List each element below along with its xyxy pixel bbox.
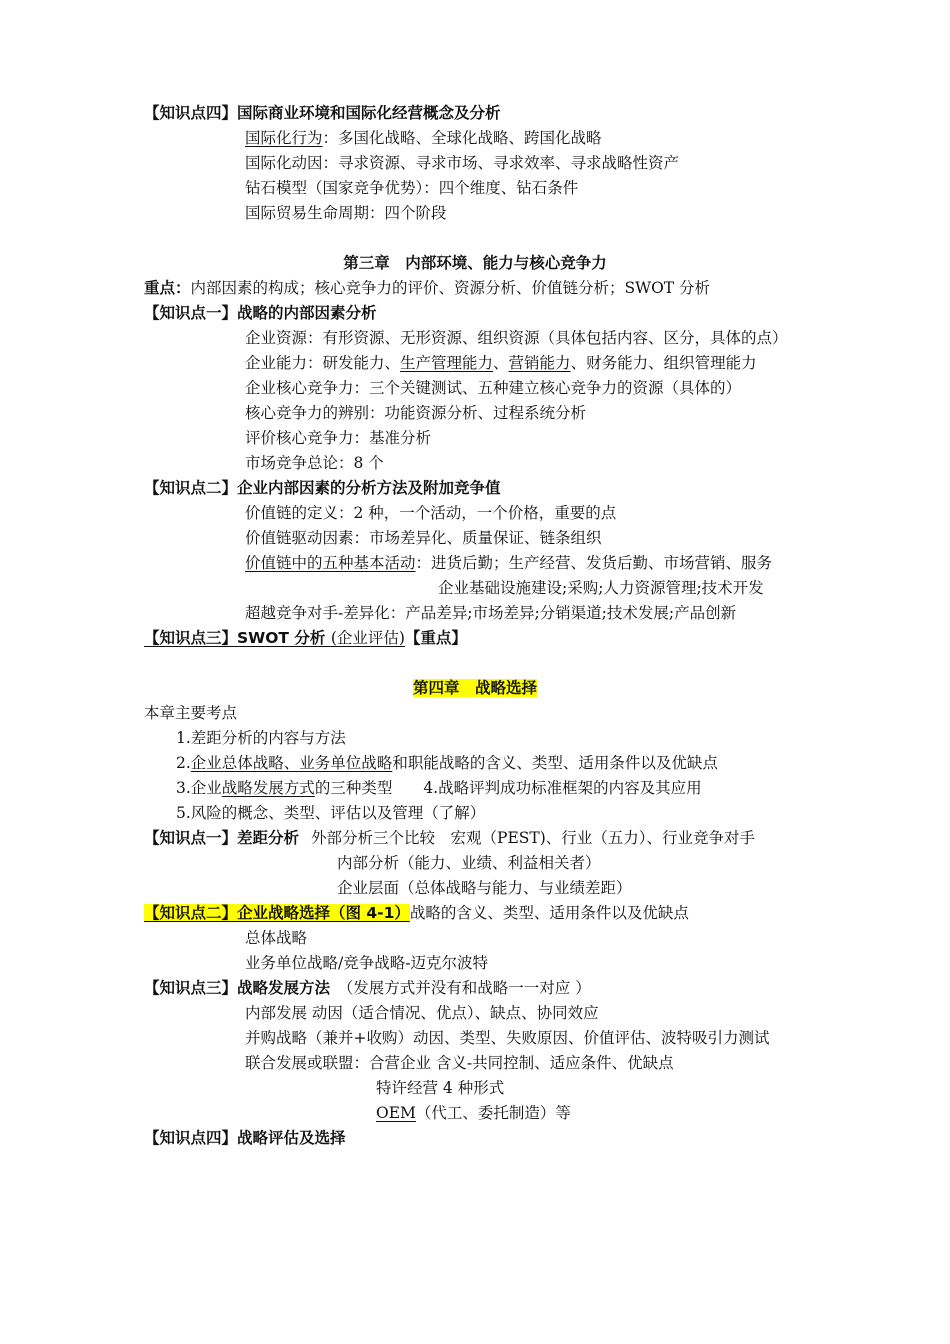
ch4-kp2-header: [144, 903, 689, 923]
ch4-kp4-title: 战略评估及选择: [237, 1129, 346, 1147]
ch4-kp1-corporate: 企业层面（总体战略与能力、与业绩差距）: [337, 879, 632, 897]
chapter3-focus: [144, 278, 710, 298]
ch4-kp1-internal: 内部分析（能力、业绩、利益相关者）: [337, 854, 601, 872]
ch3-kp2-header: [144, 478, 501, 498]
ch4-kp3-alliance: 联合发展或联盟：合营企业 含义-共同控制、适应条件、优缺点: [245, 1054, 674, 1072]
p2-term: 企业总体战略、业务单位战略: [190, 754, 393, 772]
ch3-kp2-tag: 【知识点二】: [144, 479, 238, 497]
ch4-kp2-tag: 【知识点二】企业战略选择（图 4-1）: [144, 904, 410, 922]
p2-text: 和职能战略的含义、类型、适用条件以及优缺点: [392, 754, 718, 772]
chapter4-point-2: [176, 753, 718, 773]
ch3-kp2-differentiation: 超越竞争对手-差异化：产品差异;市场差异;分销渠道;技术发展;产品创新: [245, 604, 737, 622]
ch3-kp2-value-chain-def: 价值链的定义：2 种，一个活动，一个价格，重要的点: [245, 504, 617, 522]
primary-activities-text: ：进货后勤；生产经营、发货后勤、市场营销、服务: [415, 554, 773, 572]
ch4-kp1-title: 差距分析: [237, 829, 300, 847]
ch3-kp2-primary-activities: [245, 553, 772, 573]
ch3-kp2-value-chain-drivers: 价值链驱动因素：市场差异化、质量保证、链条组织: [245, 529, 602, 547]
ch4-kp2-business: 业务单位战略/竞争战略-迈克尔波特: [245, 954, 488, 972]
ch3-kp1-capabilities: [245, 353, 757, 373]
ch3-kp1-title: 战略的内部因素分析: [237, 304, 377, 322]
chapter4-title-wrap: [0, 678, 950, 698]
chapter4-point-5: 5.风险的概念、类型、评估以及管理（了解）: [176, 804, 486, 822]
p2-num: 2.: [176, 754, 191, 772]
ch4-kp1-tag: 【知识点一】: [144, 829, 238, 847]
cap-production: 生产管理能力: [400, 354, 494, 372]
p3-num: 3.企业: [176, 779, 222, 797]
ch3-kp2-title: 企业内部因素的分析方法及附加竞争值: [237, 479, 501, 497]
cap-text-2: 、财务能力、组织管理能力: [570, 354, 757, 372]
ch4-kp4-tag: 【知识点四】: [144, 1129, 238, 1147]
ch4-kp3-note: （发展方式并没有和战略一一对应 ）: [330, 979, 591, 997]
cap-marketing: 营销能力: [508, 354, 571, 372]
ch4-kp3-title: 战略发展方法: [237, 979, 331, 997]
focus-text: 内部因素的构成；核心竞争力的评价、资源分析、价值链分析；SWOT 分析: [190, 279, 711, 297]
ch3-kp1-market: 市场竞争总论：8 个: [245, 454, 384, 472]
ch3-kp3-tag: 【知识点三】SWOT 分析: [144, 629, 331, 647]
kp4-item-motives: 国际化动因：寻求资源、寻求市场、寻求效率、寻求战略性资产: [245, 154, 680, 172]
ch3-kp1-evaluate: 评价核心竞争力：基准分析: [245, 429, 432, 447]
focus-label: 重点：: [144, 279, 191, 297]
p3-text: 的三种类型 4.战略评判成功标准框架的内容及其应用: [314, 779, 702, 797]
kp4-item-diamond: 钻石模型（国家竞争优势）：四个维度、钻石条件: [245, 179, 579, 197]
ch4-kp2-corporate: 总体战略: [245, 929, 308, 947]
cap-sep: 、: [493, 354, 509, 372]
ch4-kp3-ma: 并购战略（兼并+收购）动因、类型、失败原因、价值评估、波特吸引力测试: [245, 1029, 770, 1047]
chapter4-point-3-4: [176, 778, 702, 798]
ch4-kp1-header: [144, 828, 755, 848]
kp4-tag: 【知识点四】: [144, 104, 238, 122]
cap-text-1: 企业能力：研发能力、: [245, 354, 401, 372]
kp4-item-text: ：多国化战略、全球化战略、跨国化战略: [322, 129, 602, 147]
ch4-kp1-external: 外部分析三个比较 宏观（PEST)、行业（五力）、行业竞争对手: [311, 829, 756, 847]
chapter4-title: 第四章 战略选择: [412, 679, 537, 697]
ch3-kp2-support-activities: 企业基础设施建设;采购;人力资源管理;技术开发: [438, 579, 764, 597]
primary-activities-term: 价值链中的五种基本活动: [245, 554, 416, 572]
ch4-kp3-internal: 内部发展 动因（适合情况、优点）、缺点、协同效应: [245, 1004, 599, 1022]
ch3-kp1-identify: 核心竞争力的辨别：功能资源分析、过程系统分析: [245, 404, 587, 422]
ch4-kp3-franchise: 特许经营 4 种形式: [376, 1079, 505, 1097]
ch4-kp3-oem: [376, 1103, 571, 1123]
kp4-item-internationalization: [245, 128, 602, 148]
ch3-kp1-tag: 【知识点一】: [144, 304, 238, 322]
ch3-kp1-resources: 企业资源：有形资源、无形资源、组织资源（具体包括内容、区分，具体的点）: [245, 329, 788, 347]
chapter4-point-1: 1.差距分析的内容与方法: [176, 729, 346, 747]
ch4-kp3-header: [144, 978, 591, 998]
ch4-kp2-tail: 战略的含义、类型、适用条件以及优缺点: [409, 904, 689, 922]
kp4-item-term: 国际化行为: [245, 129, 323, 147]
ch4-kp4-header: [144, 1128, 346, 1148]
kp4-title: 国际商业环境和国际化经营概念及分析: [237, 104, 501, 122]
kp4-item-trade-cycle: 国际贸易生命周期：四个阶段: [245, 204, 447, 222]
ch3-kp3-header: [144, 628, 467, 648]
p3-term: 战略发展方式: [221, 779, 315, 797]
ch4-kp3-tag: 【知识点三】: [144, 979, 238, 997]
oem-text: （代工、委托制造）等: [415, 1104, 571, 1122]
kp4-header: [144, 103, 501, 123]
chapter4-intro: 本章主要考点: [144, 704, 238, 722]
ch3-kp3-mid: (企业评估): [330, 629, 405, 647]
ch3-kp1-core-competence: 企业核心竞争力：三个关键测试、五种建立核心竞争力的资源（具体的）: [245, 379, 742, 397]
chapter3-title: 第三章 内部环境、能力与核心竞争力: [343, 254, 607, 272]
oem-term: OEM: [376, 1104, 416, 1122]
ch3-kp1-header: [144, 303, 377, 323]
ch3-kp3-end: 【重点】: [404, 629, 467, 647]
